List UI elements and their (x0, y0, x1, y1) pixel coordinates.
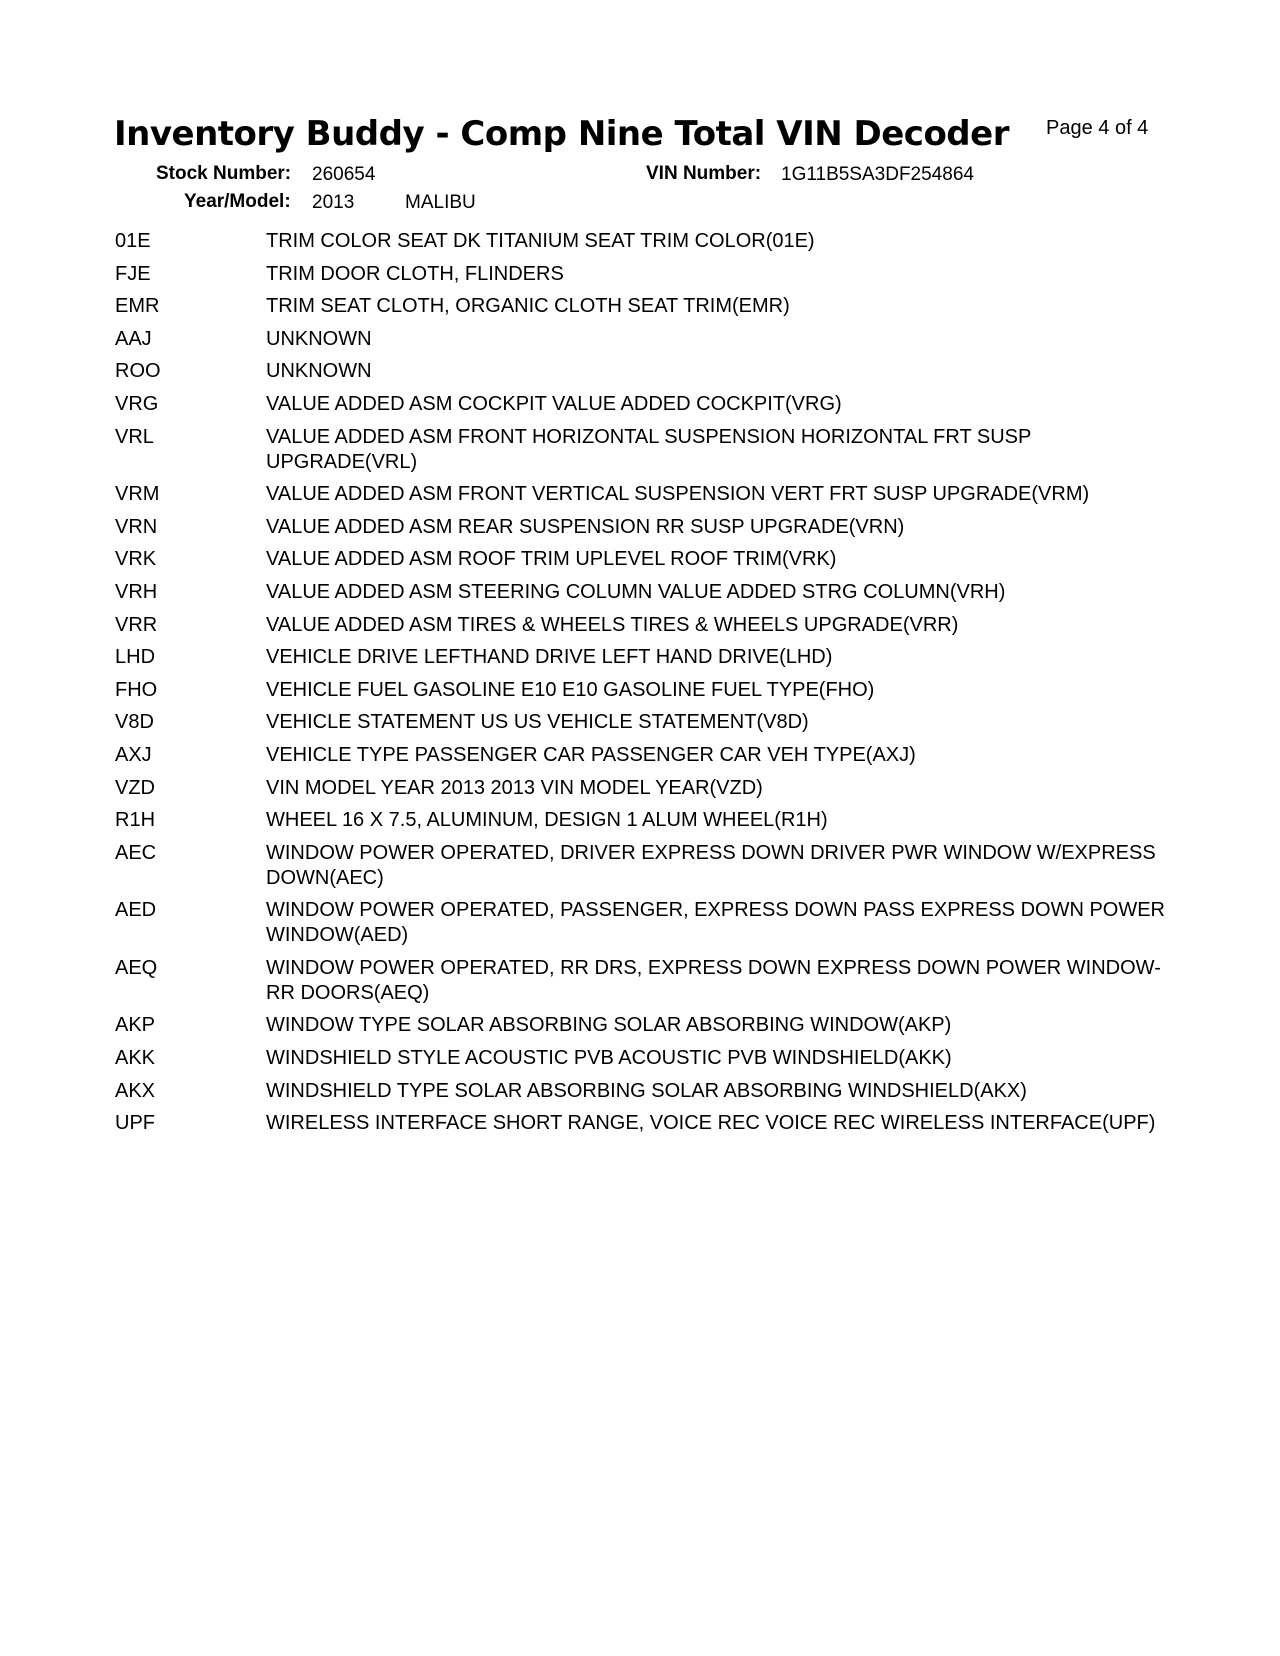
option-row (115, 425, 1175, 475)
option-row (115, 580, 1175, 605)
option-code: V8D (115, 711, 154, 734)
option-description: VALUE ADDED ASM FRONT VERTICAL SUSPENSION VERT FRT SUSP UPGRADE(VRM) (266, 483, 1090, 506)
option-code: AKX (115, 1079, 156, 1102)
option-row (115, 710, 1175, 735)
option-description: WINDSHIELD STYLE ACOUSTIC PVB ACOUSTIC PVB WINDSHIELD(AKK) (266, 1047, 952, 1070)
option-code: UPF (115, 1112, 155, 1135)
option-row (115, 898, 1175, 948)
option-description: VEHICLE TYPE PASSENGER CAR PASSENGER CAR VEH TYPE(AXJ) (266, 743, 916, 766)
option-code: VZD (115, 776, 155, 799)
option-description: VALUE ADDED ASM FRONT HORIZONTAL SUSPENSION HORIZONTAL FRT SUSP UPGRADE(VRL) (266, 425, 1031, 473)
option-code: FHO (115, 678, 158, 701)
option-code: VRG (115, 392, 159, 415)
option-code: 01E (115, 230, 151, 252)
option-code: AEQ (115, 956, 158, 979)
option-row (115, 547, 1175, 572)
option-row (115, 1046, 1175, 1071)
option-code: VRH (115, 580, 158, 603)
option-description: WINDOW POWER OPERATED, DRIVER EXPRESS DOWN DRIVER PWR WINDOW W/EXPRESS DOWN(AEC) (266, 841, 1156, 889)
stock-number-label-text: Stock Number: (156, 163, 292, 184)
year-value: 2013 (312, 192, 355, 213)
option-row (115, 1111, 1175, 1136)
model-value: MALIBU (405, 192, 476, 213)
option-description: WINDSHIELD TYPE SOLAR ABSORBING SOLAR ABSORBING WINDSHIELD(AKX) (266, 1079, 1027, 1102)
vin-number-value: 1G11B5SA3DF254864 (781, 164, 974, 185)
option-row (115, 1013, 1175, 1038)
option-code: VRM (115, 483, 160, 506)
option-row (115, 392, 1175, 417)
option-description: UNKNOWN (266, 327, 372, 350)
option-description: VALUE ADDED ASM COCKPIT VALUE ADDED COCKPIT(VRG) (266, 392, 842, 415)
option-description: VALUE ADDED ASM STEERING COLUMN VALUE ADDED STRG COLUMN(VRH) (266, 580, 1006, 603)
option-description: TRIM DOOR CLOTH, FLINDERS (266, 262, 564, 285)
option-description: UNKNOWN (266, 360, 372, 383)
options-list (115, 229, 1175, 1144)
option-code: AXJ (115, 743, 152, 766)
option-description: WIRELESS INTERFACE SHORT RANGE, VOICE REC VOICE REC WIRELESS INTERFACE(UPF) (266, 1112, 1156, 1135)
option-code: ROO (115, 360, 161, 383)
option-code: AKK (115, 1047, 156, 1070)
option-description: VEHICLE FUEL GASOLINE E10 E10 GASOLINE FUEL TYPE(FHO) (266, 678, 875, 701)
year-model-label-text: Year/Model: (184, 191, 291, 212)
option-row (115, 678, 1175, 703)
option-row (115, 808, 1175, 833)
option-description: WHEEL 16 X 7.5, ALUMINUM, DESIGN 1 ALUM WHEEL(R1H) (266, 809, 828, 832)
option-row (115, 956, 1175, 1006)
option-code: AKP (115, 1014, 156, 1037)
option-code: VRR (115, 613, 158, 636)
option-code: VRK (115, 548, 157, 571)
option-row (115, 229, 1175, 254)
year-model-label (184, 190, 291, 214)
vin-number-label (646, 162, 761, 186)
option-row (115, 645, 1175, 670)
option-description: VALUE ADDED ASM ROOF TRIM UPLEVEL ROOF TRIM(VRK) (266, 548, 837, 571)
option-row (115, 613, 1175, 638)
option-description: VEHICLE STATEMENT US US VEHICLE STATEMENT(V8D) (266, 711, 809, 734)
stock-number-value: 260654 (312, 164, 376, 185)
option-row (115, 1079, 1175, 1104)
option-description: VEHICLE DRIVE LEFTHAND DRIVE LEFT HAND DRIVE(LHD) (266, 646, 833, 669)
option-code: AEC (115, 841, 157, 864)
option-description: WINDOW POWER OPERATED, RR DRS, EXPRESS DOWN EXPRESS DOWN POWER WINDOW-RR DOORS(AEQ) (266, 956, 1161, 1004)
option-description: WINDOW POWER OPERATED, PASSENGER, EXPRESS DOWN PASS EXPRESS DOWN POWER WINDOW(AED) (266, 899, 1166, 947)
page-number: Page 4 of 4 (1046, 117, 1149, 139)
option-row (115, 327, 1175, 352)
document-title: Inventory Buddy - Comp Nine Total VIN Decoder (114, 114, 1009, 154)
option-description: VIN MODEL YEAR 2013 2013 VIN MODEL YEAR(VZD) (266, 776, 763, 799)
option-row (115, 776, 1175, 801)
option-code: R1H (115, 809, 156, 832)
option-code: AAJ (115, 327, 152, 350)
option-description: VALUE ADDED ASM TIRES & WHEELS TIRES & WHEELS UPGRADE(VRR) (266, 613, 959, 636)
option-code: AED (115, 899, 157, 922)
option-code: LHD (115, 646, 156, 669)
option-code: EMR (115, 295, 160, 318)
option-description: TRIM COLOR SEAT DK TITANIUM SEAT TRIM COLOR(01E) (266, 230, 815, 252)
option-code: FJE (115, 262, 151, 285)
option-row (115, 743, 1175, 768)
option-code: VRN (115, 515, 158, 538)
option-row (115, 359, 1175, 384)
option-row (115, 294, 1175, 319)
option-row (115, 515, 1175, 540)
option-description: TRIM SEAT CLOTH, ORGANIC CLOTH SEAT TRIM(EMR) (266, 295, 790, 318)
option-description: WINDOW TYPE SOLAR ABSORBING SOLAR ABSORBING WINDOW(AKP) (266, 1014, 952, 1037)
option-row (115, 482, 1175, 507)
option-row (115, 262, 1175, 287)
stock-number-label (156, 162, 291, 186)
option-description: VALUE ADDED ASM REAR SUSPENSION RR SUSP UPGRADE(VRN) (266, 515, 905, 538)
vin-number-label-text: VIN Number: (646, 163, 762, 184)
option-row (115, 841, 1175, 891)
option-code: VRL (115, 425, 154, 448)
